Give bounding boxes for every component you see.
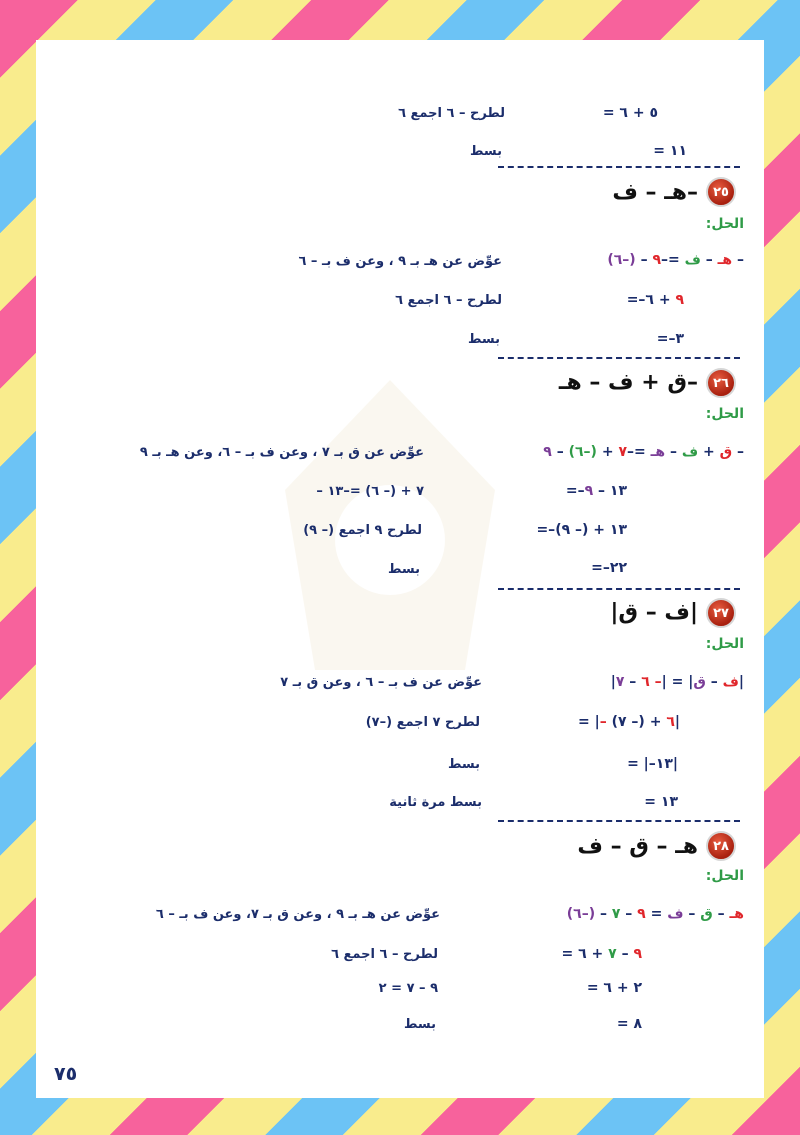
problem-expression: هـ – ق – ف [577,834,698,859]
solution-label: الحل: [705,868,744,884]
problem-expression: –ق + ف – هـ [558,370,698,395]
step-note: لطرح ٧ اجمع (–٧) [365,715,480,730]
problem-number-badge: ٢٧ [706,598,736,628]
step-expr: =–٣ [656,331,684,347]
step-expr: = ١٣ [644,794,678,810]
top-line1-expr: = ٥ + ٦ [602,105,658,121]
step-note: لطرح ٩ اجمع (– ٩) [303,523,422,538]
substitution-expr: – هـ – ف =–٩ – (–٦) [607,252,744,268]
substitution-note: عوِّض عن ف بـ – ٦ ، وعن ق بـ ٧ [280,675,482,690]
solution-label: الحل: [705,406,744,422]
step-note: بسط [467,332,500,347]
step-expr: = ٢ + ٦ [586,980,642,996]
solution-label: الحل: [705,216,744,232]
substitution-note: عوِّض عن هـ بـ ٩ ، وعن ق بـ ٧، وعن ف بـ – ٦ [155,907,440,922]
step-expr: =– ٩ + ٦ [626,292,684,308]
separator [498,166,740,168]
step-note: بسط [387,562,420,577]
substitution-note: عوِّض عن ق بـ ٧ ، وعن ف بـ – ٦، وعن هـ بـ ٩ [139,445,424,460]
step-note: بسط مرة ثانية [389,795,482,810]
step-expr: = |– ٦ + (– ٧)| [578,714,680,730]
substitution-note: عوِّض عن هـ بـ ٩ ، وعن ف بـ – ٦ [298,254,502,269]
top-line2-note: بسط [469,144,502,159]
top-line1-note: لطرح – ٦ اجمع ٦ [398,106,505,121]
problem-number-badge: ٢٥ [706,177,736,207]
step-note: لطرح – ٦ اجمع ٦ [331,947,438,962]
problem-number-badge: ٢٦ [706,368,736,398]
top-line2-expr: = ١١ [653,143,687,159]
solution-label: الحل: [705,636,744,652]
problem-expression: |ف – ق| [610,600,698,625]
step-expr: = ٩ – ٧ + ٦ [561,946,642,962]
substitution-expr: هـ – ق – ف = ٩ – ٧ – (–٦) [566,906,744,922]
step-note: بسط [447,757,480,772]
step-note: – ٧ + (– ٦) =–١٣ [316,484,424,499]
step-note: ٩ – ٧ = ٢ [378,981,438,996]
substitution-expr: – ق + ف – هـ =–٧ + (–٦) – ٩ [543,444,744,460]
separator [498,357,740,359]
substitution-expr: |ف – ق| = |– ٦ – ٧| [610,674,744,690]
step-note: لطرح – ٦ اجمع ٦ [395,293,502,308]
step-expr: = |–١٣| [627,756,678,772]
problem-expression: –هـ – ف [612,180,698,205]
step-expr: =–١٣ – ٩ [565,483,627,499]
separator [498,588,740,590]
step-expr: = ٨ [616,1016,642,1032]
problem-number-badge: ٢٨ [706,831,736,861]
step-expr: =–١٣ + (– ٩) [536,522,627,538]
step-expr: =–٢٢ [591,560,627,576]
step-note: بسط [403,1017,436,1032]
page-number: ٧٥ [54,1063,78,1085]
separator [498,820,740,822]
